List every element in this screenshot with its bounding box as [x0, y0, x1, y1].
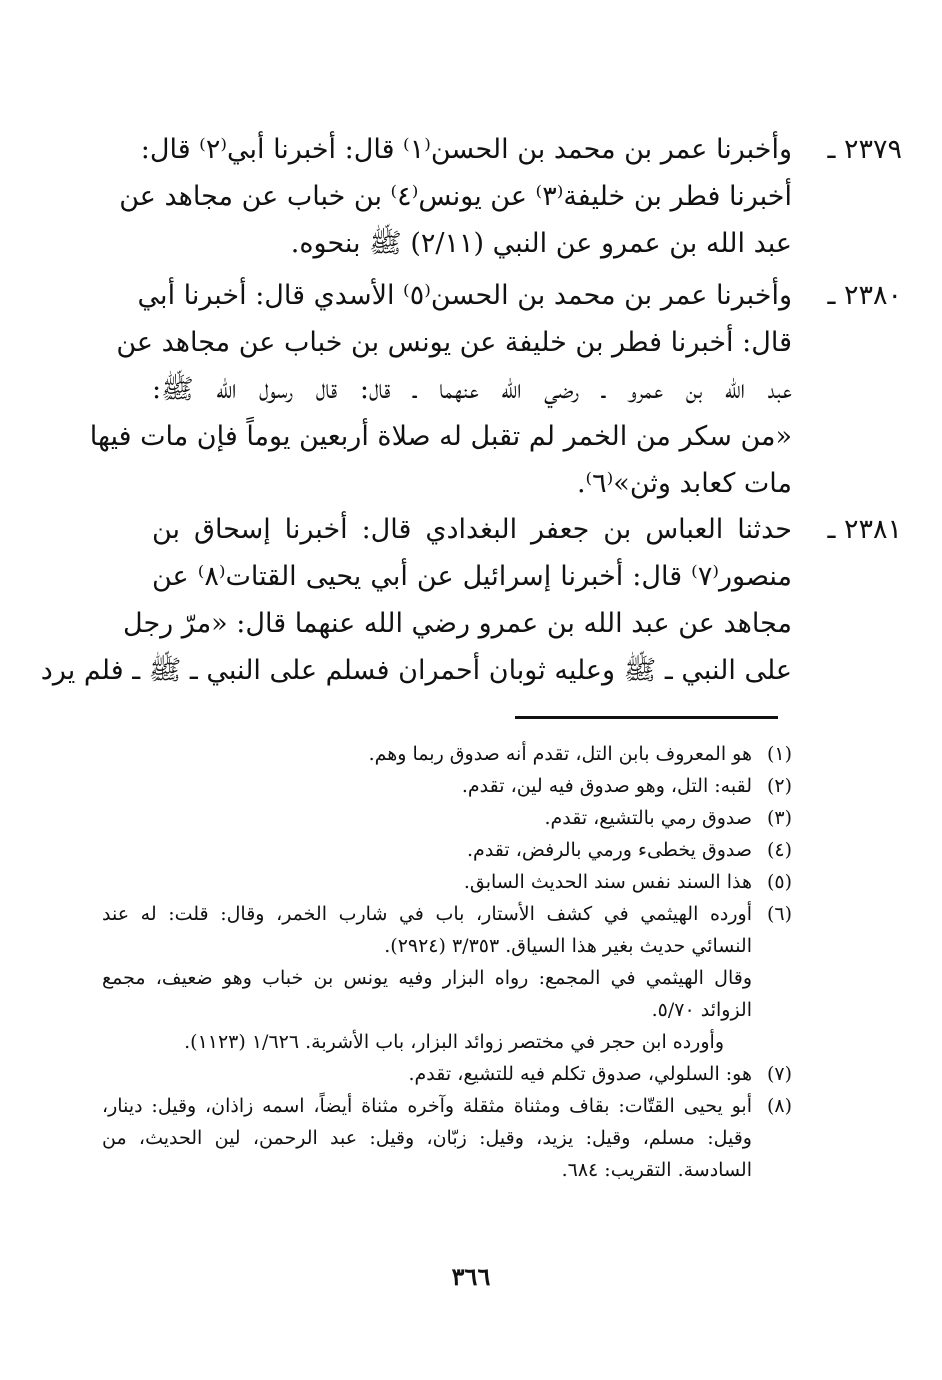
hadith-number: ٢٣٧٩ ـ	[827, 134, 902, 165]
footnote-continuation	[102, 962, 792, 1026]
footnote-line: هو المعروف بابن التل، تقدم أنه صدوق ربما وهم.	[368, 743, 752, 765]
footnote-line: السادسة. التقريب: ٦٨٤.	[561, 1159, 752, 1181]
footnote	[102, 1090, 792, 1186]
footnote	[102, 898, 792, 962]
hadith-line: حدثنا العباس بن جعفر البغدادي قال: أخبرنا إسحاق بن	[152, 514, 792, 545]
hadith-line: منصور⁽٧⁾ قال: أخبرنا إسرائيل عن أبي يحيى القتات⁽٨⁾ عن	[152, 561, 792, 592]
footnote-number: (٤)	[766, 839, 792, 861]
page-number: ٣٦٦	[451, 1262, 491, 1291]
hadith-entry	[40, 506, 902, 694]
footnote-line: وأورده ابن حجر في مختصر زوائد البزار، باب الأشربة. ١/٦٢٦ (١١٢٣).	[184, 1031, 724, 1053]
hadith-entry	[119, 126, 902, 267]
footnote	[102, 834, 792, 866]
footnote-line: أبو يحيى القتّات: بقاف ومثناة مثقلة وآخره مثناة أيضاً، اسمه زاذان، وقيل: دينار،	[102, 1095, 752, 1117]
footnote	[102, 802, 792, 834]
hadith-line: عبد الله بن عمرو ـ رضي الله عنهما ـ قال: قال رسول الله ﷺ:	[152, 374, 792, 405]
hadith-line: عبد الله بن عمرو عن النبي (٢/١١) ﷺ بنحوه.	[290, 228, 792, 259]
hadith-line: وأخبرنا عمر بن محمد بن الحسن⁽١⁾ قال: أخبرنا أبي⁽٢⁾ قال:	[140, 134, 792, 165]
footnote-line: هو: السلولي، صدوق تكلم فيه للتشيع، تقدم.	[408, 1063, 752, 1085]
footnote	[102, 866, 792, 898]
hadith-number: ٢٣٨٠ ـ	[827, 280, 902, 311]
hadith-line: مجاهد عن عبد الله بن عمرو رضي الله عنهما قال: «مرّ رجل	[123, 608, 792, 639]
footnote-line: صدوق رمي بالتشيع، تقدم.	[544, 807, 752, 829]
footnote-number: (٧)	[766, 1063, 792, 1085]
footnote	[102, 738, 792, 770]
footnote-line: أورده الهيثمي في كشف الأستار، باب في شارب الخمر، وقال: قلت: له عند	[102, 903, 752, 925]
footnotes	[102, 738, 792, 1186]
footnote-line: لقبه: التل، وهو صدوق فيه لين، تقدم.	[461, 775, 752, 797]
footnote-number: (٨)	[766, 1095, 792, 1117]
footnote-continuation	[102, 1026, 792, 1058]
footnote-number: (٣)	[766, 807, 792, 829]
footnote	[102, 1058, 792, 1090]
hadith-line: وأخبرنا عمر بن محمد بن الحسن⁽٥⁾ الأسدي قال: أخبرنا أبي	[137, 280, 792, 311]
hadith-line: «من سكر من الخمر لم تقبل له صلاة أربعين يوماً فإن مات فيها	[89, 421, 792, 452]
hadith-entry	[89, 272, 902, 507]
footnote-number: (٥)	[766, 871, 792, 893]
hadith-line: على النبي ـ ﷺ وعليه ثوبان أحمران فسلم على النبي ـ ﷺ ـ فلم يرد	[40, 655, 792, 686]
footnote-number: (٦)	[766, 903, 792, 925]
footnote-line: صدوق يخطىء ورمي بالرفض، تقدم.	[467, 839, 752, 861]
footnote-line: هذا السند نفس سند الحديث السابق.	[463, 871, 752, 893]
footnote-number: (١)	[766, 743, 792, 765]
footnote-line: النسائي حديث بغير هذا السياق. ٣/٣٥٣ (٢٩٢٤).	[384, 935, 752, 957]
footnote-line: وقيل: مسلم، وقيل: يزيد، وقيل: زبّان، وقيل: عبد الرحمن، لين الحديث، من	[102, 1127, 752, 1149]
footnote	[102, 770, 792, 802]
footnote-divider	[515, 716, 778, 719]
hadith-line: أخبرنا فطر بن خليفة⁽٣⁾ عن يونس⁽٤⁾ بن خباب عن مجاهد عن	[119, 181, 792, 212]
footnote-line: الزوائد ٥/٧٠.	[651, 999, 752, 1021]
footnote-line: وقال الهيثمي في المجمع: رواه البزار وفيه يونس بن خباب وهو ضعيف، مجمع	[102, 967, 752, 989]
footnote-number: (٢)	[766, 775, 792, 797]
hadith-line: قال: أخبرنا فطر بن خليفة عن يونس بن خباب عن مجاهد عن	[116, 327, 792, 358]
hadith-number: ٢٣٨١ ـ	[827, 514, 902, 545]
hadith-line: مات كعابد وثن»⁽٦⁾.	[576, 468, 792, 499]
